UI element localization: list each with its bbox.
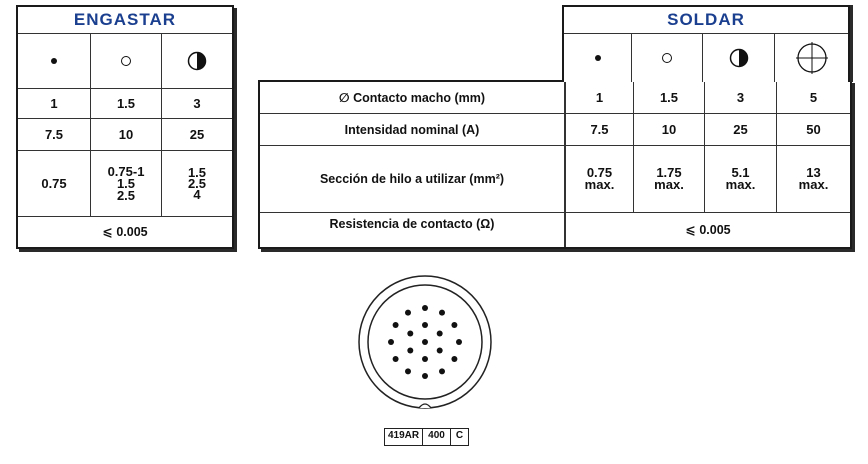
soldar-diameter-1: 1 <box>595 89 604 105</box>
soldar-wire-1: 0.75 max. <box>584 165 615 192</box>
connector-pin <box>388 339 394 345</box>
soldar-diameter-3: 3 <box>736 89 745 105</box>
engastar-wire-3: 1.5 2.5 4 <box>187 165 207 202</box>
label-current: Intensidad nominal (A) <box>344 122 480 137</box>
soldar-resistance: ⩽ 0.005 <box>685 223 731 237</box>
soldar-table <box>258 80 852 249</box>
soldar-wire-2: 1.75 max. <box>654 165 684 192</box>
connector-pin <box>405 368 411 374</box>
engastar-table <box>16 5 234 249</box>
label-wire: Sección de hilo a utilizar (mm²) <box>319 172 505 186</box>
soldar-header <box>562 5 850 82</box>
connector-pin <box>451 356 457 362</box>
engastar-resistance: ⩽ 0.005 <box>102 225 148 239</box>
connector-pin <box>393 356 399 362</box>
connector-pin <box>437 331 443 337</box>
connector-pin <box>451 322 457 328</box>
connector-code-part-3: C <box>455 430 464 441</box>
dot-small-icon <box>18 34 90 88</box>
soldar-wire-4: 13 max. <box>798 165 829 192</box>
circle-open-icon <box>91 34 161 88</box>
engastar-current-1: 7.5 <box>44 126 64 142</box>
connector-code-part-2: 400 <box>423 429 451 445</box>
engastar-diameter-3: 3 <box>193 95 201 111</box>
soldar-current-4: 50 <box>806 121 821 137</box>
soldar-diameter-4: 5 <box>809 89 818 105</box>
circle-crosshair-icon <box>775 34 848 82</box>
engastar-diameter-2: 1.5 <box>116 95 136 111</box>
engastar-current-2: 10 <box>118 126 134 142</box>
connector-pin <box>422 322 428 328</box>
connector-pin <box>437 348 443 354</box>
engastar-diameter-1: 1 <box>50 95 58 111</box>
soldar-diameter-2: 1.5 <box>659 89 679 105</box>
connector-pin <box>456 339 462 345</box>
connector-code-part-1: 419AR <box>385 429 423 445</box>
connector-pin <box>422 339 428 345</box>
label-resistance: Resistencia de contacto (Ω) <box>329 217 495 231</box>
connector-drawing <box>355 272 495 417</box>
connector-pin <box>422 305 428 311</box>
soldar-title: SOLDAR <box>667 10 745 29</box>
connector-pin <box>422 356 428 362</box>
soldar-current-1: 7.5 <box>590 121 609 137</box>
soldar-current-2: 10 <box>661 121 677 137</box>
connector-pin <box>393 322 399 328</box>
engastar-title: ENGASTAR <box>73 10 177 29</box>
soldar-current-3: 25 <box>733 121 748 137</box>
circle-open-icon <box>632 34 702 82</box>
connector-pin <box>439 368 445 374</box>
connector-pin <box>405 310 411 316</box>
connector-pin <box>422 373 428 379</box>
circle-half-icon <box>703 34 774 82</box>
soldar-wire-3: 5.1 max. <box>725 165 756 192</box>
engastar-wire-2: 0.75-1 1.5 2.5 <box>107 163 145 203</box>
engastar-current-3: 25 <box>189 126 205 142</box>
circle-half-icon <box>162 34 232 88</box>
dot-small-icon <box>564 34 631 82</box>
engastar-wire-1: 0.75 <box>41 175 67 191</box>
connector-code-label <box>384 428 469 446</box>
connector-pin <box>439 310 445 316</box>
connector-pin <box>407 331 413 337</box>
label-diameter: ∅ Contacto macho (mm) <box>338 90 486 105</box>
connector-pin <box>407 348 413 354</box>
